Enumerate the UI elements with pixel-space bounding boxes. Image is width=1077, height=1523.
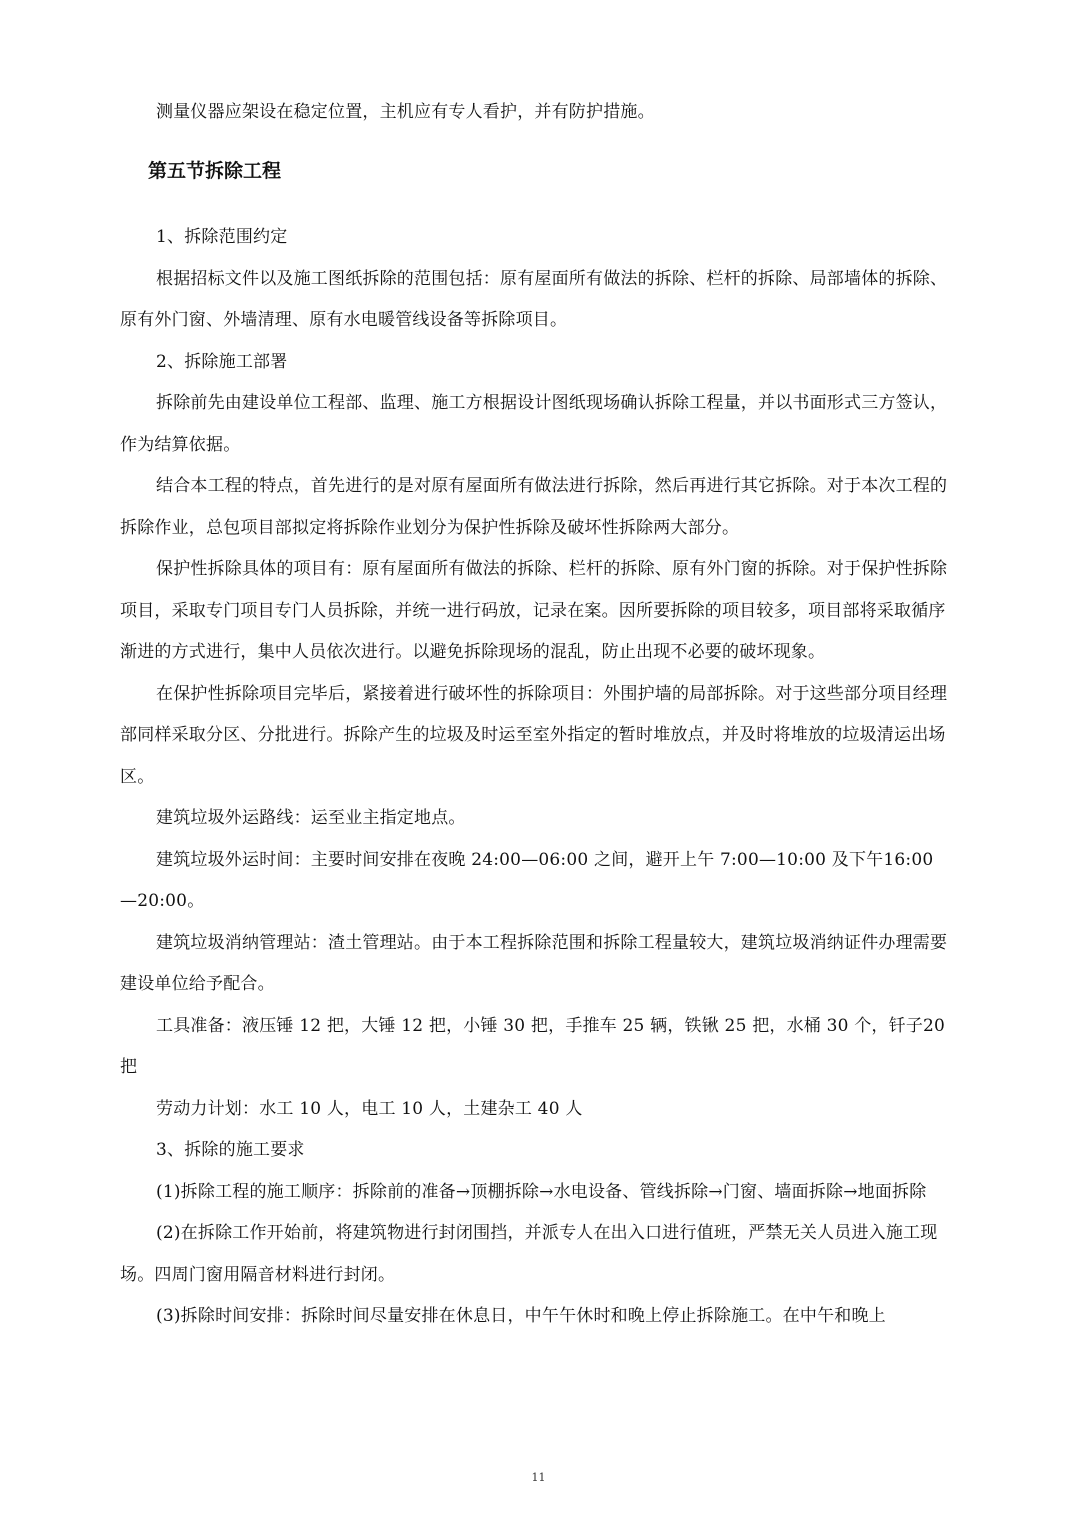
subsection-title: 1、拆除范围约定 bbox=[156, 227, 288, 247]
paragraph: 结合本工程的特点，首先进行的是对原有屋面所有做法进行拆除，然后再进行其它拆除。对于本次工程的拆除作业，总包项目部拟定将拆除作业划分为保护性拆除及破坏性拆除两大部分。 bbox=[120, 476, 948, 538]
page-number: 11 bbox=[531, 1471, 546, 1484]
paragraph: 在保护性拆除项目完毕后，紧接着进行破坏性的拆除项目：外围护墙的局部拆除。对于这些部分项目经理部同样采取分区、分批进行。拆除产生的垃圾及时运至室外指定的暂时堆放点，并及时将堆放的垃圾清运出场区。 bbox=[120, 683, 948, 787]
paragraph: 拆除前先由建设单位工程部、监理、施工方根据设计图纸现场确认拆除工程量，并以书面形式三方签认，作为结算依据。 bbox=[120, 393, 948, 455]
paragraph: 建筑垃圾外运路线：运至业主指定地点。 bbox=[156, 808, 466, 828]
paragraph: 工具准备：液压锤 12 把，大锤 12 把，小锤 30 把，手推车 25 辆，铁锹 25 把，水桶 30 个，钎子20 把 bbox=[120, 1015, 946, 1077]
paragraph: 根据招标文件以及施工图纸拆除的范围包括：原有屋面所有做法的拆除、栏杆的拆除、局部墙体的拆除、原有外门窗、外墙清理、原有水电暖管线设备等拆除项目。 bbox=[120, 268, 948, 330]
section-heading: 第五节拆除工程 bbox=[148, 159, 282, 182]
paragraph: 劳动力计划：水工 10 人，电工 10 人，土建杂工 40 人 bbox=[156, 1098, 583, 1119]
paragraph: 建筑垃圾外运时间：主要时间安排在夜晚 24:00—06:00 之间，避开上午 7:00—10:00 及下午16:00—20:00。 bbox=[120, 849, 934, 911]
paragraph: 建筑垃圾消纳管理站：渣土管理站。由于本工程拆除范围和拆除工程量较大，建筑垃圾消纳证件办理需要建设单位给予配合。 bbox=[120, 932, 948, 994]
document-body bbox=[120, 92, 948, 1338]
paragraph: (2)在拆除工作开始前，将建筑物进行封闭围挡，并派专人在出入口进行值班，严禁无关人员进入施工现场。四周门窗用隔音材料进行封闭。 bbox=[120, 1223, 938, 1285]
paragraph: 测量仪器应架设在稳定位置，主机应有专人看护，并有防护措施。 bbox=[156, 102, 655, 122]
subsection-title: 2、拆除施工部署 bbox=[156, 351, 288, 372]
subsection-title: 3、拆除的施工要求 bbox=[156, 1140, 305, 1160]
paragraph: (1)拆除工程的施工顺序：拆除前的准备→顶棚拆除→水电设备、管线拆除→门窗、墙面拆除→地面拆除 bbox=[156, 1181, 927, 1202]
paragraph: (3)拆除时间安排：拆除时间尽量安排在休息日，中午午休时和晚上停止拆除施工。在中午和晚上 bbox=[156, 1306, 886, 1326]
paragraph: 保护性拆除具体的项目有：原有屋面所有做法的拆除、栏杆的拆除、原有外门窗的拆除。对于保护性拆除项目，采取专门项目专门人员拆除，并统一进行码放，记录在案。因所要拆除的项目较多，项目部将采取循序渐进的方式进行，集中人员依次进行。以避免拆除现场的混乱，防止出现不必要的破坏现象。 bbox=[120, 559, 948, 662]
